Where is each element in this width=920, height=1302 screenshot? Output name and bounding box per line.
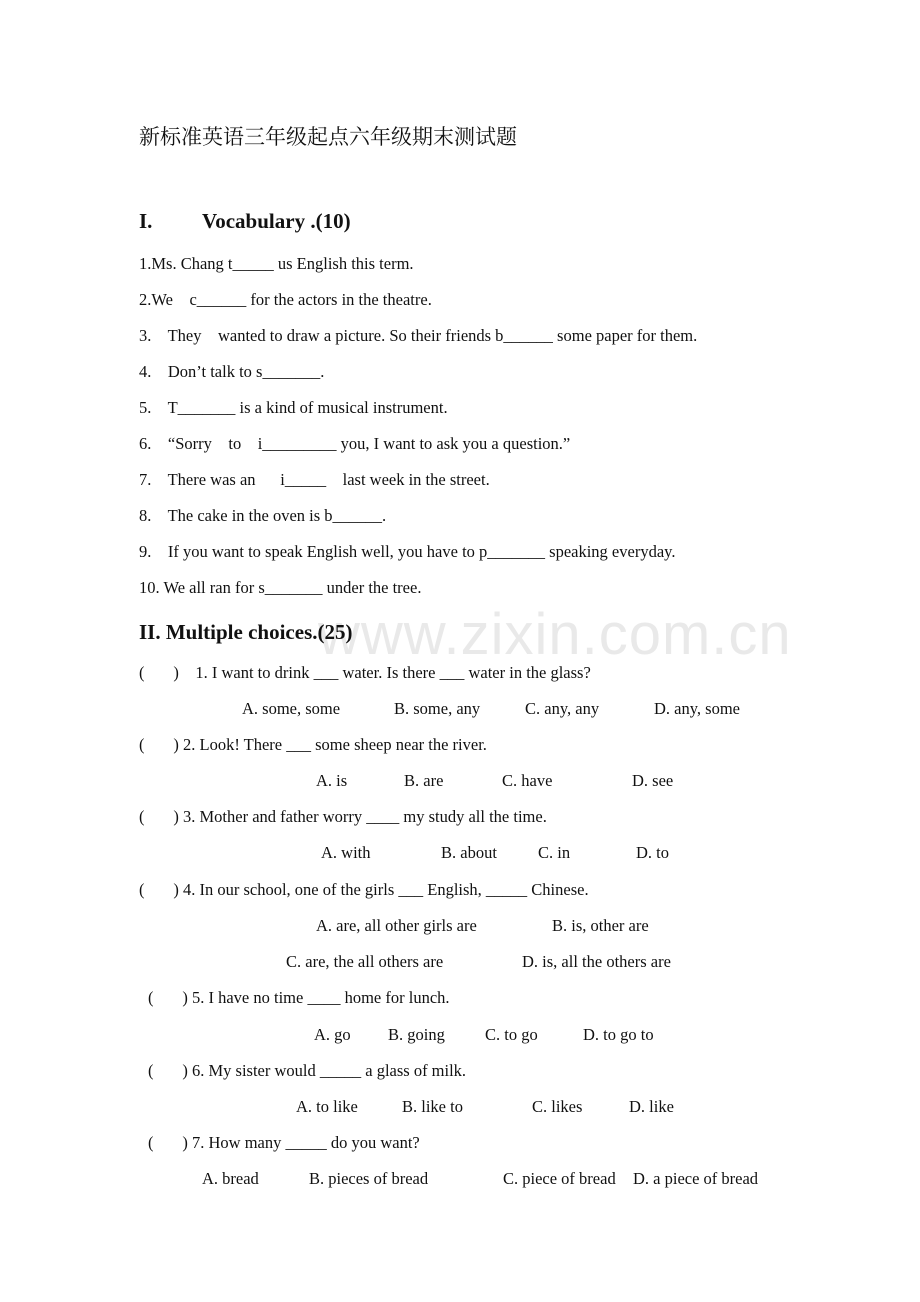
question-1-option-d: D. any, some xyxy=(654,699,740,718)
question-4-option-d: D. is, all the others are xyxy=(522,952,671,971)
question-7-option-d: D. a piece of bread xyxy=(633,1169,759,1188)
question-1-stem: ( ) 1. I want to drink ___ water. Is there ___ water in the glass? xyxy=(139,663,591,682)
page-title: 新标准英语三年级起点六年级期末测试题 xyxy=(139,125,517,149)
vocab-item-9: 9. If you want to speak English well, you have to p_______ speaking everyday. xyxy=(139,542,676,561)
question-6-stem: ( ) 6. My sister would _____ a glass of milk. xyxy=(148,1061,467,1080)
question-4-option-a: A. are, all other girls are xyxy=(316,916,477,935)
question-3-option-c: C. in xyxy=(538,843,571,862)
question-1-option-b: B. some, any xyxy=(394,699,481,718)
vocab-item-6: 6. “Sorry to i_________ you, I want to ask you a question.” xyxy=(139,434,571,453)
question-7-option-a: A. bread xyxy=(202,1169,259,1188)
vocab-item-10: 10. We all ran for s_______ under the tree. xyxy=(139,578,422,597)
question-3-option-a: A. with xyxy=(321,843,371,862)
vocab-item-1: 1.Ms. Chang t_____ us English this term. xyxy=(139,254,414,273)
question-2-stem: ( ) 2. Look! There ___ some sheep near the river. xyxy=(139,735,487,754)
question-4-option-c: C. are, the all others are xyxy=(286,952,444,971)
question-5-option-b: B. going xyxy=(388,1025,445,1044)
question-1-option-a: A. some, some xyxy=(242,699,341,718)
question-6-option-a: A. to like xyxy=(296,1097,358,1116)
question-6-option-b: B. like to xyxy=(402,1097,463,1116)
question-4-option-b: B. is, other are xyxy=(552,916,649,935)
watermark: www.zixin.com.cn xyxy=(318,602,792,667)
question-5-stem: ( ) 5. I have no time ____ home for lunch. xyxy=(148,988,450,1007)
question-2-option-d: D. see xyxy=(632,771,674,790)
question-2-option-a: A. is xyxy=(316,771,348,790)
vocab-item-7: 7. There was an i_____ last week in the street. xyxy=(139,470,490,489)
section-1-number: I. xyxy=(139,209,153,233)
question-5-option-a: A. go xyxy=(314,1025,351,1044)
vocab-item-3: 3. They wanted to draw a picture. So their friends b______ some paper for them. xyxy=(139,326,698,345)
question-1-option-c: C. any, any xyxy=(525,699,600,718)
section-1-heading: Vocabulary .(10) xyxy=(202,209,351,233)
question-7-stem: ( ) 7. How many _____ do you want? xyxy=(148,1133,420,1152)
question-6-option-c: C. likes xyxy=(532,1097,583,1116)
vocab-item-8: 8. The cake in the oven is b______. xyxy=(139,506,387,525)
question-5-option-d: D. to go to xyxy=(583,1025,654,1044)
question-7-option-b: B. pieces of bread xyxy=(309,1169,429,1188)
question-7-option-c: C. piece of bread xyxy=(503,1169,616,1188)
question-2-option-b: B. are xyxy=(404,771,444,790)
question-2-option-c: C. have xyxy=(502,771,553,790)
question-5-option-c: C. to go xyxy=(485,1025,538,1044)
vocab-item-2: 2.We c______ for the actors in the theatre. xyxy=(139,290,432,309)
question-3-stem: ( ) 3. Mother and father worry ____ my study all the time. xyxy=(139,807,547,826)
question-3-option-b: B. about xyxy=(441,843,497,862)
vocab-item-5: 5. T_______ is a kind of musical instrument. xyxy=(139,398,448,417)
question-3-option-d: D. to xyxy=(636,843,669,862)
section-2-heading: II. Multiple choices.(25) xyxy=(139,620,353,644)
question-6-option-d: D. like xyxy=(629,1097,674,1116)
question-4-stem: ( ) 4. In our school, one of the girls ___ English, _____ Chinese. xyxy=(139,880,589,899)
vocab-item-4: 4. Don’t talk to s_______. xyxy=(139,362,325,381)
